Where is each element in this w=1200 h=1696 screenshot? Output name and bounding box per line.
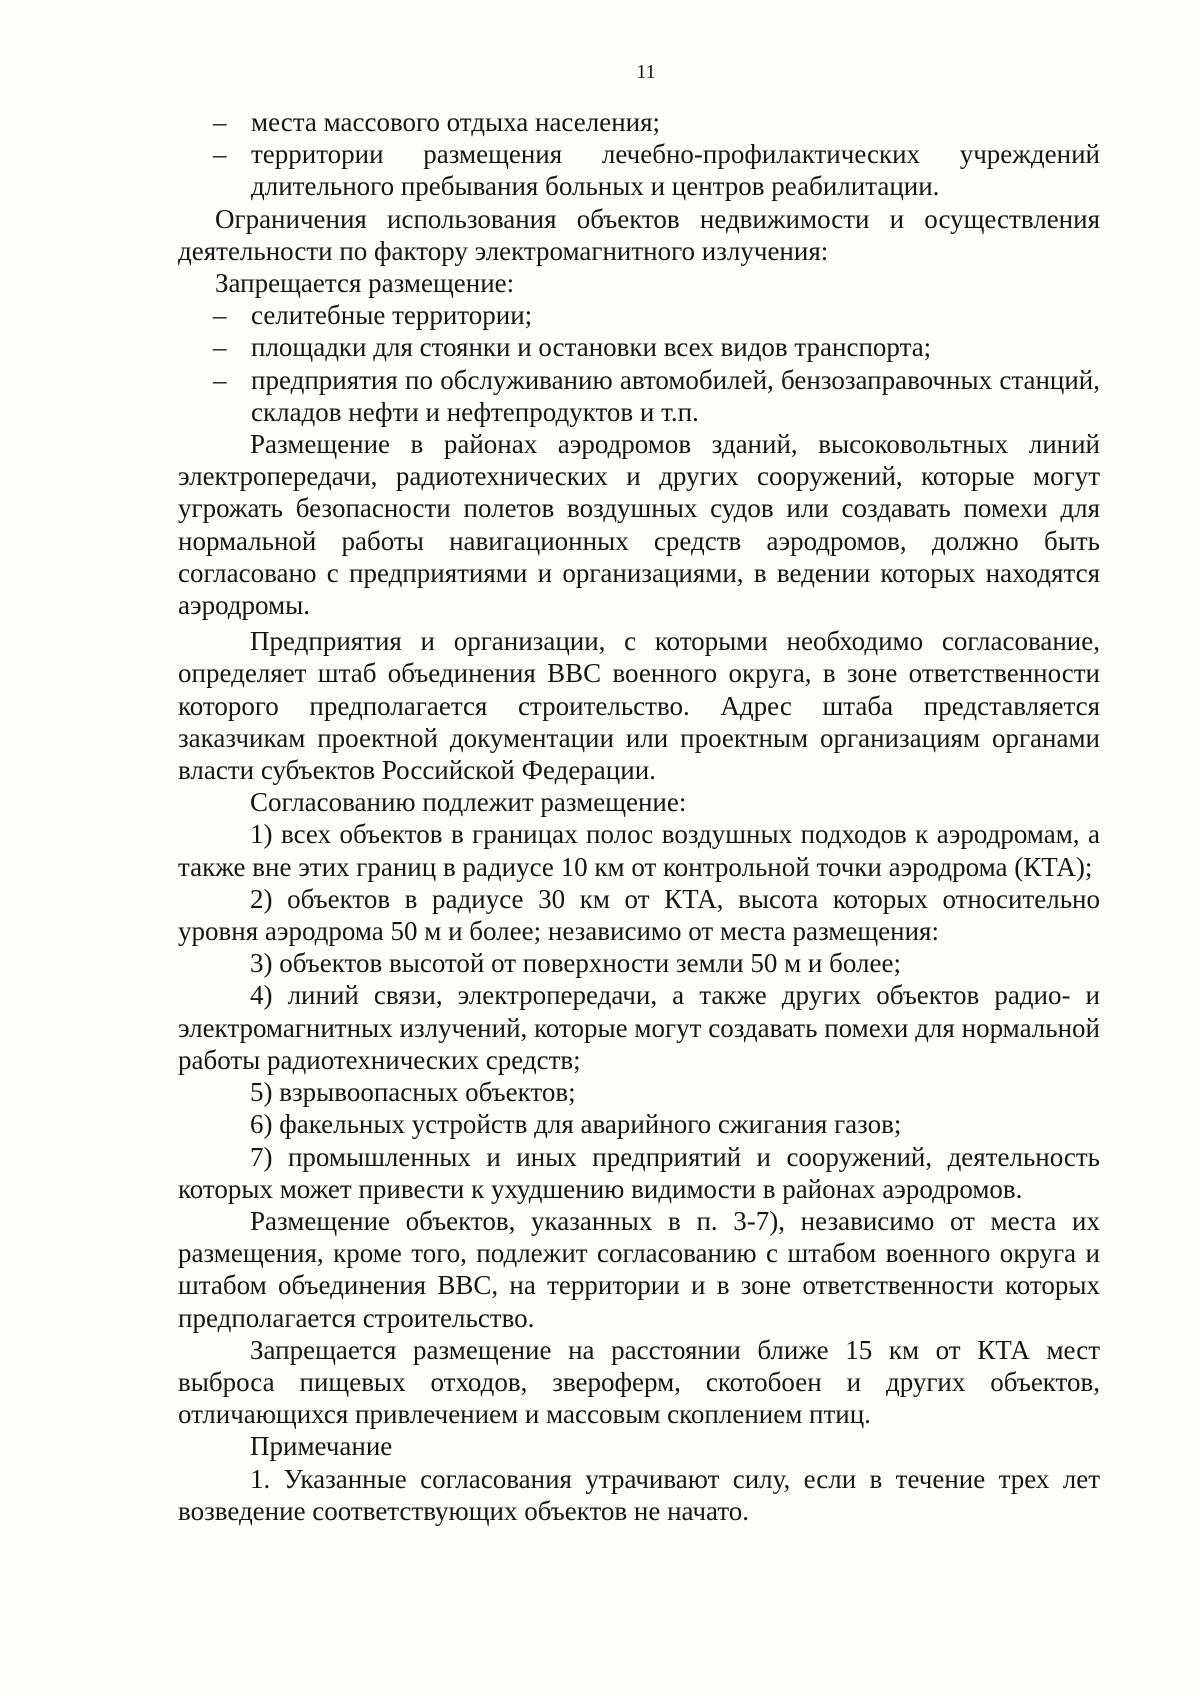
prohibited-heading: Запрещается размещение: — [215, 268, 515, 299]
numbered-item-2: 2) объектов в радиусе 30 км от КТА, высота которых относительно уровня аэродрома 50 м и более; независимо от места размещения: — [178, 883, 1100, 947]
restriction-paragraph: Ограничения использования объектов недвижимости и осуществления деятельности по фактору электромагнитного излучения: — [178, 203, 1100, 266]
list-item-text: места массового отдыха населения; — [251, 107, 661, 137]
paragraph-subject-to-approval: Согласованию подлежит размещение: — [250, 787, 687, 818]
dash-bullet: – — [213, 107, 227, 137]
dash-bullet: – — [213, 364, 227, 395]
paragraph-bird-attraction-ban: Запрещается размещение на расстоянии ближе 15 км от КТА мест выброса пищевых отходов, звероферм, скотобоен и других объектов, отличающихся привлечением и массовым скоплением птиц. — [178, 1334, 1100, 1430]
list-item — [178, 364, 1100, 428]
note-item-1: 1. Указанные согласования утрачивают силу, если в течение трех лет возведение соответствующих объектов не начато. — [178, 1463, 1100, 1526]
numbered-item-3: 3) объектов высотой от поверхности земли 50 м и более; — [250, 948, 901, 979]
paragraph-additional-approval: Размещение объектов, указанных в п. 3-7), независимо от места их размещения, кроме того, подлежит согласованию с штабом военного округа и штабом объединения ВВС, на территории и в зоне ответственности которых предполагается строительство. — [178, 1205, 1100, 1333]
page-number: 11 — [636, 61, 656, 83]
document-body — [178, 106, 1100, 1527]
dash-bullet: – — [213, 139, 227, 170]
list-item-text: территории размещения лечебно-профилактических учреждений длительного пребывания больных и центров реабилитации. — [251, 139, 1100, 202]
numbered-item-1: 1) всех объектов в границах полос воздушных подходов к аэродромам, а также вне этих границ в радиусе 10 км от контрольной точки аэродрома (КТА); — [178, 819, 1100, 882]
note-heading: Примечание — [250, 1431, 393, 1462]
numbered-item-7: 7) промышленных и иных предприятий и сооружений, деятельность которых может привести к ухудшению видимости в районах аэродромов. — [178, 1141, 1100, 1204]
list-item — [178, 331, 1100, 363]
dash-bullet: – — [213, 332, 227, 363]
paragraph-coordinating-organizations: Предприятия и организации, с которыми необходимо согласование, определяет штаб объединения ВВС военного округа, в зоне ответственности которого предполагается строительство. Адрес штаба представляется заказчикам проектной документации или проектным организациям органами власти субъектов Российской Федерации. — [178, 626, 1100, 786]
list-item-text: предприятия по обслуживанию автомобилей, бензозаправочных станций, складов нефти и нефтепродуктов и т.п. — [251, 364, 1100, 427]
list-item — [178, 106, 1100, 138]
numbered-item-6: 6) факельных устройств для аварийного сжигания газов; — [250, 1109, 902, 1140]
list-item-text: площадки для стоянки и остановки всех видов транспорта; — [251, 332, 932, 363]
list-item-text: селитебные территории; — [251, 300, 533, 331]
list-item — [178, 138, 1100, 202]
numbered-item-5: 5) взрывоопасных объектов; — [250, 1077, 576, 1108]
dash-bullet: – — [213, 300, 227, 331]
paragraph-aerodrome-placement: Размещение в районах аэродромов зданий, высоковольтных линий электропередачи, радиотехнических и других сооружений, которые могут угрожать безопасности полетов воздушных судов или создавать помехи для нормальной работы навигационных средств аэродромов, должно быть согласовано с предприятиями и организациями, в ведении которых находятся аэродромы. — [178, 429, 1100, 621]
numbered-item-4: 4) линий связи, электропередачи, а также других объектов радио- и электромагнитных излучений, которые могут создавать помехи для нормальной работы радиотехнических средств; — [178, 980, 1100, 1075]
list-item — [178, 299, 1100, 331]
